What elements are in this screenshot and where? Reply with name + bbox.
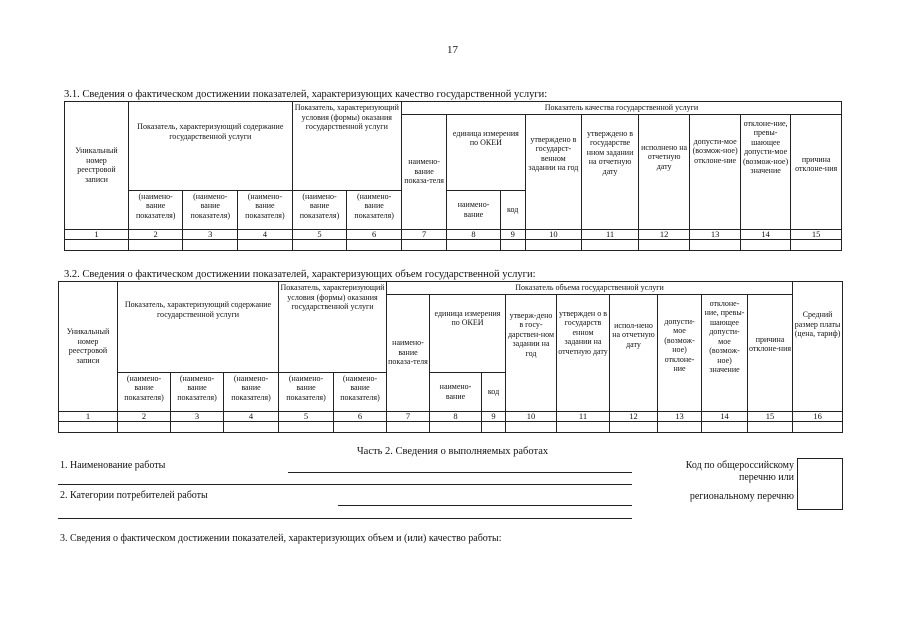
executed-header: исполнено на отчетную дату xyxy=(638,114,690,229)
content-sub-2: (наимено-вание показателя) xyxy=(183,190,238,229)
work-name-input-line[interactable] xyxy=(288,472,632,473)
section-3-work-title: 3. Сведения о фактическом достижении показателей, характеризующих объем и (или) качество работы: xyxy=(60,533,502,544)
quality-table xyxy=(64,101,842,251)
conditions-indicator-header: Показатель, характеризующий условия (формы) оказания государственной услуги xyxy=(292,102,401,191)
consumers-input-line-2[interactable] xyxy=(58,518,632,519)
content-sub-1: (наимено-вание показателя) xyxy=(118,372,171,411)
unit-name-header: наимено-вание xyxy=(430,372,482,411)
approved-date-header: утверждено в государстве нном задании на отчетную дату xyxy=(582,114,639,229)
code-box[interactable] xyxy=(797,458,843,510)
content-sub-3: (наимено-вание показателя) xyxy=(238,190,293,229)
conditions-sub-1: (наимено-вание показателя) xyxy=(279,372,334,411)
section-3-2-title: 3.2. Сведения о фактическом достижении показателей, характеризующих объем государственной услуги: xyxy=(64,269,536,280)
unit-code-header: код xyxy=(482,372,506,411)
volume-indicator-group-header: Показатель объема государственной услуги xyxy=(387,282,793,295)
executed-header: испол-нено на отчетную дату xyxy=(610,294,658,411)
work-name-label: 1. Наименование работы xyxy=(60,460,166,471)
unique-number-header: Уникальный номер реестровой записи xyxy=(65,102,129,230)
content-sub-3: (наимено-вание показателя) xyxy=(224,372,279,411)
deviation-reason-header: причина отклоне-ния xyxy=(791,114,842,229)
conditions-sub-2: (наимено-вание показателя) xyxy=(334,372,387,411)
content-indicator-header: Показатель, характеризующий содержание государственной услуги xyxy=(128,102,292,191)
unit-header: единица измерения по ОКЕИ xyxy=(447,114,525,190)
allowed-deviation-header: допусти-мое (возмож-ное) отклоне-ние xyxy=(658,294,702,411)
unit-header: единица измерения по ОКЕИ xyxy=(430,294,506,372)
unique-number-header: Уникальный номер реестровой записи xyxy=(59,282,118,412)
unit-name-header: наимено-вание xyxy=(447,190,501,229)
conditions-indicator-header: Показатель, характеризующий условия (формы) оказания государственной услуги xyxy=(279,282,387,373)
page-number: 17 xyxy=(447,44,458,56)
approved-date-header: утвержден о в государств енном задании на отчетную дату xyxy=(557,294,610,411)
code-label: Код по общероссийскому перечню или xyxy=(685,460,794,483)
indicator-name-header: наимено-вание показа-теля xyxy=(387,294,430,411)
volume-table xyxy=(58,281,843,433)
content-indicator-header: Показатель, характеризующий содержание государственной услуги xyxy=(118,282,279,373)
table-row xyxy=(65,240,842,251)
consumers-input-line[interactable] xyxy=(338,505,632,506)
exceeding-deviation-header: отклоне-ние, превы-шающее допусти-мое (возмож-ное) значение xyxy=(702,294,748,411)
column-number-row: 1 2 3 4 5 6 7 8 9 10 11 12 13 14 15 xyxy=(65,229,842,240)
conditions-sub-1: (наимено-вание показателя) xyxy=(292,190,347,229)
unit-code-header: код xyxy=(500,190,525,229)
code-label-regional: региональному перечню xyxy=(689,491,794,502)
quality-indicator-group-header: Показатель качества государственной услуги xyxy=(401,102,841,115)
section-3-1-title: 3.1. Сведения о фактическом достижении показателей, характеризующих качество государственной услуги: xyxy=(64,89,548,100)
column-number-row: 1 2 3 4 5 6 7 8 9 10 11 12 13 14 15 16 xyxy=(59,411,843,422)
table-row xyxy=(59,422,843,433)
consumers-label: 2. Категории потребителей работы xyxy=(60,490,208,501)
exceeding-deviation-header: отклоне-ние, превы-шающее допусти-мое (возмож-ное) значение xyxy=(740,114,790,229)
part-2-title: Часть 2. Сведения о выполняемых работах xyxy=(356,446,549,457)
content-sub-1: (наимено-вание показателя) xyxy=(128,190,183,229)
indicator-name-header: наимено-вание показа-теля xyxy=(401,114,446,229)
average-price-header: Средний размер платы (цена, тариф) xyxy=(793,282,843,412)
allowed-deviation-header: допусти-мое (возмож-ное) отклоне-ние xyxy=(690,114,740,229)
conditions-sub-2: (наимено-вание показателя) xyxy=(347,190,402,229)
work-name-input-line-2[interactable] xyxy=(58,484,632,485)
deviation-reason-header: причина отклоне-ния xyxy=(748,294,793,411)
content-sub-2: (наимено-вание показателя) xyxy=(171,372,224,411)
approved-year-header: утверж-дено в госу-дарствен-ном задании на год xyxy=(506,294,557,411)
approved-year-header: утверждено в государст-венном задании на год xyxy=(525,114,582,229)
